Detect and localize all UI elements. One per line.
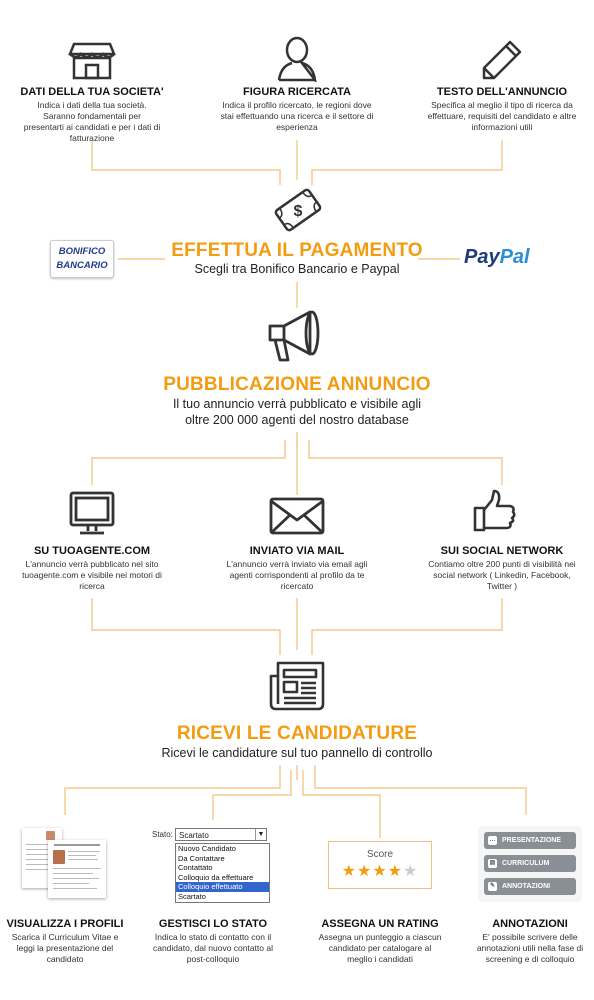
presentation-label: PRESENTAZIONE xyxy=(502,837,561,844)
publication-subtitle-1: Il tuo annuncio verrà pubblicato e visibile agli xyxy=(172,397,422,411)
feature-desc-status: Indica lo stato di contatto con il candidato, dal nuovo contatto al post-colloquio xyxy=(152,932,274,964)
feature-title-profiles: VISUALIZZA I PROFILI xyxy=(6,918,124,930)
feature-title-status: GESTISCI LO STATO xyxy=(158,918,268,930)
money-icon xyxy=(272,186,324,234)
status-option[interactable]: Colloquio effettuato xyxy=(176,882,269,892)
payment-title: EFFETTUA IL PAGAMENTO xyxy=(171,240,423,261)
star-icon[interactable]: ★ xyxy=(403,863,419,880)
score-label: Score xyxy=(366,849,394,860)
shop-icon xyxy=(68,38,116,80)
feature-desc-profiles: Scarica il Curriculum Vitae e leggi la presentazione del candidato xyxy=(11,932,119,964)
chat-icon: … xyxy=(489,837,496,843)
channel-desc-mail: L'annuncio verrà inviato via email agli agenti corrispondenti al profilo da te ricercato xyxy=(226,559,368,591)
channel-title-mail: INVIATO VIA MAIL xyxy=(249,545,345,557)
step-title-profile: FIGURA RICERCATA xyxy=(243,86,351,98)
presentation-button[interactable] xyxy=(484,832,576,849)
channel-title-site: SU TUOAGENTE.COM xyxy=(33,545,151,557)
payment-subtitle: Scegli tra Bonifico Bancario e Paypal xyxy=(194,262,400,276)
channel-desc-social: Contiamo oltre 200 punti di visibilità nei social network ( Linkedin, Facebook, Twitter ) xyxy=(428,559,576,591)
mail-icon xyxy=(268,496,326,536)
feature-title-rating: ASSEGNA UN RATING xyxy=(321,918,439,930)
megaphone-icon xyxy=(266,308,328,366)
status-select[interactable] xyxy=(175,828,267,841)
step-desc-company: Indica i dati della tua società. Saranno fondamentali per presentarti ai candidati e per i dati di fatturazione xyxy=(23,100,161,143)
publication-subtitle-2: oltre 200 000 agenti del nostro database xyxy=(185,413,409,427)
thumbs-up-icon xyxy=(472,488,518,534)
status-option[interactable]: Contattato xyxy=(178,863,213,873)
star-icon[interactable]: ★ xyxy=(341,863,357,880)
step-title-ad-text: TESTO DELL'ANNUNCIO xyxy=(436,86,568,98)
paypal-pay: Pay xyxy=(464,246,500,268)
cv-thumbnail-front xyxy=(48,840,106,898)
pencil-icon xyxy=(480,38,524,82)
feature-desc-rating: Assegna un punteggio a ciascun candidato per catalogare al meglio i candidati xyxy=(318,932,442,964)
annotations-button[interactable] xyxy=(484,878,576,895)
monitor-icon xyxy=(68,490,116,536)
rating-stars[interactable] xyxy=(329,861,431,881)
status-option[interactable]: Scartato xyxy=(178,891,206,901)
publication-title: PUBBLICAZIONE ANNUNCIO xyxy=(163,374,431,395)
status-options-list[interactable] xyxy=(175,843,270,903)
channel-title-social: SUI SOCIAL NETWORK xyxy=(440,545,564,557)
step-title-company: DATI DELLA TUA SOCIETA' xyxy=(20,86,164,98)
rating-widget xyxy=(328,841,432,889)
status-option[interactable]: Nuovo Candidato xyxy=(178,844,236,853)
applications-subtitle: Ricevi le candidature sul tuo pannello di controllo xyxy=(161,746,433,760)
person-icon xyxy=(276,36,318,82)
star-icon[interactable]: ★ xyxy=(372,863,388,880)
paypal-pal: Pal xyxy=(499,246,530,268)
feature-title-notes: ANNOTAZIONI xyxy=(492,918,568,930)
star-icon[interactable]: ★ xyxy=(356,863,373,880)
notes-panel xyxy=(478,826,582,902)
star-icon[interactable]: ★ xyxy=(387,863,404,880)
step-desc-ad-text: Specifica al meglio il tipo di ricerca da effettuare, requisiti del candidato e altre informazioni utili xyxy=(427,100,577,132)
annotations-label: ANNOTAZIONI xyxy=(502,883,551,890)
status-label: Stato: xyxy=(152,830,173,839)
document-icon: ▤ xyxy=(489,860,496,866)
status-option[interactable]: Da Contattare xyxy=(178,853,225,863)
curriculum-button[interactable] xyxy=(484,855,576,872)
chevron-down-icon[interactable]: ▼ xyxy=(255,829,266,840)
bank-line-1: BONIFICO xyxy=(58,246,106,257)
step-desc-profile: Indica il profilo ricercato, le regioni dove stai effettuando una ricerca e il settore di esperienza xyxy=(220,100,374,132)
status-selected-value: Scartato xyxy=(179,831,209,840)
status-option[interactable]: Colloquio da effettuare xyxy=(178,872,254,882)
curriculum-label: CURRICULUM xyxy=(502,860,550,867)
newspaper-icon xyxy=(268,660,326,712)
pencil-small-icon: ✎ xyxy=(489,883,496,889)
bank-line-2: BANCARIO xyxy=(56,260,108,271)
svg-text:$: $ xyxy=(293,203,303,220)
applications-title: RICEVI LE CANDIDATURE xyxy=(176,723,418,744)
channel-desc-site: L'annuncio verrà pubblicato nel sito tuoagente.com e visibile nei motori di ricerca xyxy=(22,559,162,591)
feature-desc-notes: E' possibile scrivere delle annotazioni utili nella fase di screening e di colloquio xyxy=(476,932,584,964)
